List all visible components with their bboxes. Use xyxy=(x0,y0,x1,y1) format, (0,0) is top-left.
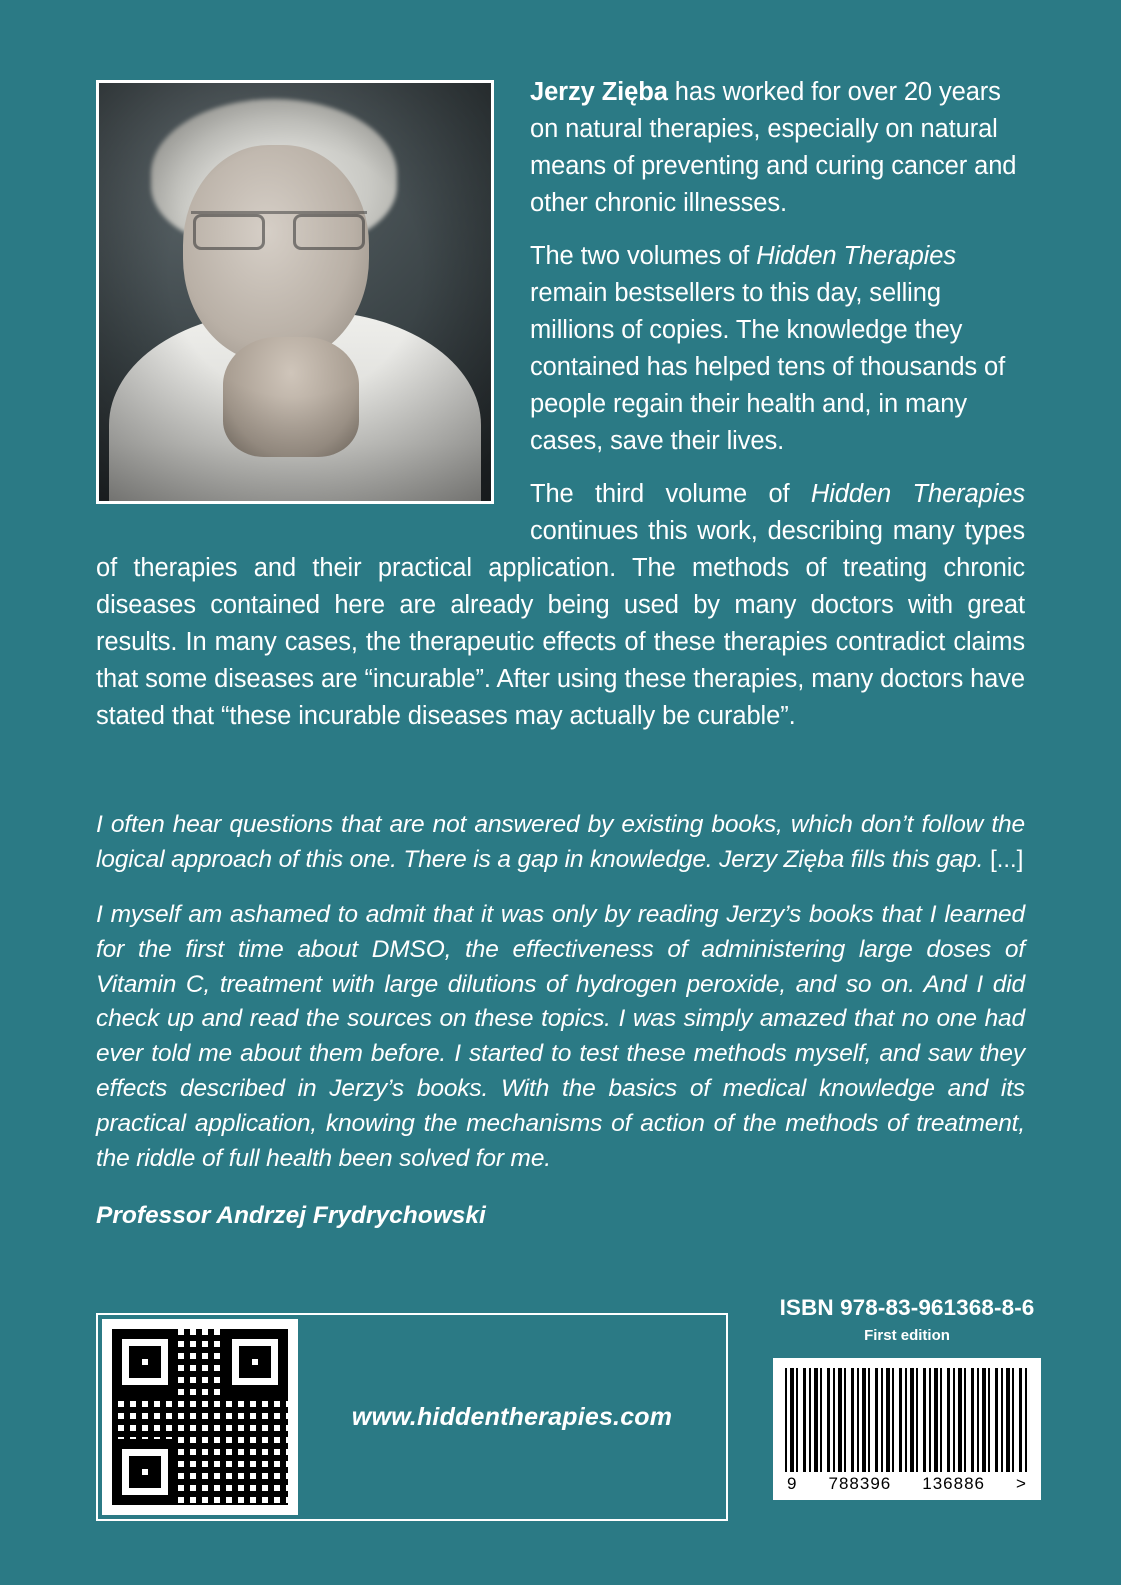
footer-right-panel xyxy=(773,1295,1041,1500)
endorsement-attribution: Professor Andrzej Frydrychowski xyxy=(96,1202,486,1230)
intro-p2-part-b: remain bestsellers to this day, selling millions of copies. The knowledge they contained has helped tens of thousands of people regain their health and, in many cases, save their lives. xyxy=(530,278,1006,455)
intro-paragraph-3 xyxy=(96,476,1025,735)
author-portrait-photo xyxy=(96,80,494,504)
barcode-digits xyxy=(785,1472,1029,1494)
endorsement-quote-2: I myself am ashamed to admit that it was only by reading Jerzy’s books that I learned for the first time about DMSO, the effectiveness of administering large doses of Vitamin C, treatment with large dilutions of hydrogen peroxide, and so on. And I did check up and read the sources on these topics. I was simply amazed that no one had ever told me about them before. I started to test these methods myself, and saw they effects described in Jerzy’s books. With the basics of medical knowledge and its practical application, knowing the mechanisms of action of the methods of treatment, the riddle of full health been solved for me. xyxy=(96,901,1025,1172)
endorsement-quote-1 xyxy=(96,808,1025,878)
barcode-digit-right: > xyxy=(1016,1474,1027,1493)
footer-left-panel xyxy=(96,1313,728,1521)
endorsement-quote-1-ellipsis: [...] xyxy=(989,846,1024,874)
barcode-container xyxy=(773,1358,1041,1500)
barcode-icon xyxy=(785,1368,1029,1472)
qr-code-container[interactable] xyxy=(102,1319,298,1515)
intro-paragraph-1-rest: has worked for over 20 years on natural therapies, especially on natural means of preventing and curing cancer and other chronic illnesses. xyxy=(530,78,1017,217)
book-title-1: Hidden Therapies xyxy=(756,241,956,270)
barcode-group-1: 788396 xyxy=(828,1474,892,1493)
author-name: Jerzy Zięba xyxy=(530,78,668,106)
barcode-group-2: 136886 xyxy=(922,1474,985,1493)
qr-code-icon[interactable] xyxy=(112,1329,288,1505)
endorsement-quote-1-text: I often hear questions that are not answered by existing books, which don’t follow the logical approach of this one. There is a gap in knowledge. Jerzy Zięba fills this gap. xyxy=(96,811,1025,874)
intro-p3-part-b: continues this work, describing many types of therapies and their practical application. The methods of treating chronic diseases contained here are already being used by many doctors with great results. In many cases, the therapeutic effects of these therapies contradict claims that some diseases are “incurable”. After using these therapies, many doctors have stated that “these incurable diseases may actually be curable”. xyxy=(96,516,1025,730)
qr-finder-bottom-left xyxy=(112,1439,178,1505)
intro-section xyxy=(96,74,1025,750)
endorsements-section xyxy=(96,808,1025,1230)
website-url[interactable]: www.hiddentherapies.com xyxy=(351,1402,673,1431)
intro-p2-part-a: The two volumes of xyxy=(530,241,757,270)
isbn-text: ISBN 978-83-961368-8-6 xyxy=(779,1295,1035,1320)
footer xyxy=(96,1295,1041,1523)
edition-text: First edition xyxy=(864,1327,950,1344)
photo-vignette xyxy=(99,83,491,501)
intro-p3-part-a: The third volume of xyxy=(530,479,811,508)
barcode-digit-left: 9 xyxy=(787,1474,798,1493)
book-title-2: Hidden Therapies xyxy=(810,479,1025,508)
